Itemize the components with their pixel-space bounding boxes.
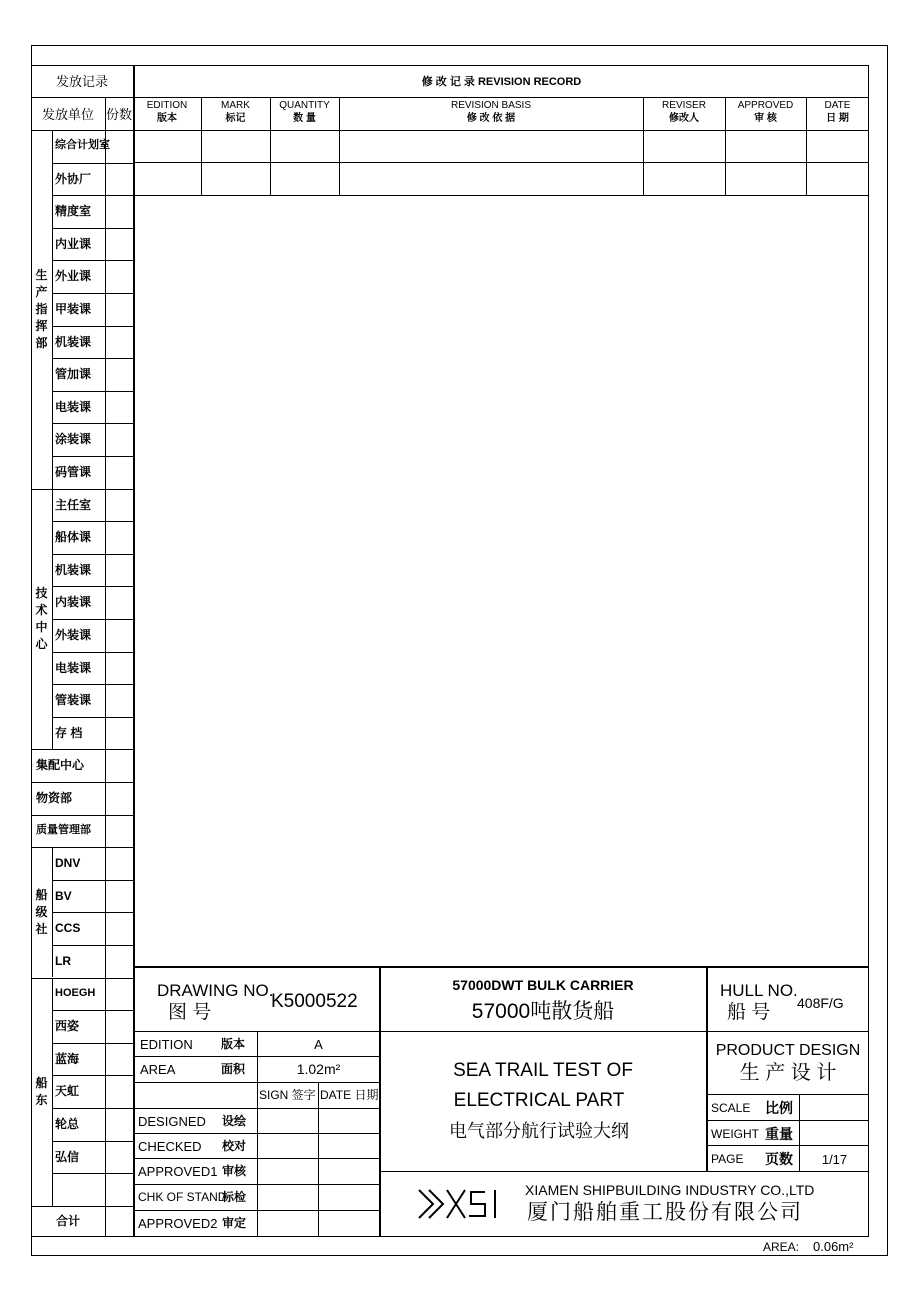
checked-cn: 校对 — [222, 1139, 247, 1153]
issue-copies-header: 份数 — [105, 107, 132, 122]
drawing-no-en: DRAWING NO. — [157, 981, 274, 1000]
product-design-cn: 生 产 设 计 — [739, 1062, 837, 1084]
issue-unit: 外协厂 — [55, 172, 92, 186]
issue-unit: 管加课 — [55, 367, 92, 381]
product-design-en: PRODUCT DESIGN — [715, 1042, 861, 1059]
revision-col-header-cn: 标记 — [225, 113, 246, 124]
issue-unit: HOEGH — [55, 987, 96, 999]
issue-unit: BV — [55, 889, 72, 903]
revision-col-header-en: APPROVED — [737, 100, 794, 111]
issue-unit: 天虹 — [55, 1084, 80, 1098]
issue-group-name: 技术中心 — [35, 586, 48, 651]
edition-en: EDITION — [140, 1037, 193, 1052]
approved1-cn: 审核 — [222, 1164, 247, 1178]
issue-unit: 物资部 — [36, 791, 73, 805]
issue-unit: 西姿 — [55, 1019, 80, 1033]
weight-cn: 重量 — [765, 1126, 793, 1142]
issue-unit: 质量管理部 — [36, 824, 91, 836]
revision-col-header-cn: 修 改 依 据 — [466, 113, 516, 124]
issue-unit: 外装课 — [55, 628, 92, 642]
issue-unit: 轮总 — [55, 1117, 80, 1131]
area-value: 1.02m² — [296, 1061, 341, 1077]
issue-unit: LR — [55, 954, 71, 968]
doc-title-line1: SEA TRAIL TEST OF — [453, 1060, 633, 1081]
issue-unit: 综合计划室 — [55, 139, 110, 151]
issue-unit: 电装课 — [55, 400, 92, 414]
approved1-en: APPROVED1 — [138, 1164, 218, 1179]
revision-col-header-en: QUANTITY — [279, 100, 330, 111]
footer-area-label: AREA: — [763, 1240, 800, 1254]
approved2-en: APPROVED2 — [138, 1216, 218, 1231]
ship-name-cn: 57000吨散货船 — [471, 1000, 615, 1023]
revision-col-header-en: EDITION — [146, 100, 188, 111]
issue-unit: 机装课 — [55, 335, 92, 349]
company-name-en: XIAMEN SHIPBUILDING INDUSTRY CO.,LTD — [525, 1182, 815, 1198]
issue-record-title: 发放记录 — [55, 74, 108, 89]
issue-unit: 机装课 — [55, 563, 92, 577]
issue-unit: 外业课 — [55, 269, 92, 283]
issue-group-name: 生产指挥部 — [35, 268, 48, 350]
doc-title-cn: 电气部分航行试验大纲 — [449, 1121, 629, 1141]
revision-col-header-cn: 版本 — [157, 113, 177, 124]
page-number: 1/17 — [821, 1152, 848, 1167]
issue-unit: 存 档 — [55, 726, 83, 740]
weight-en: WEIGHT — [711, 1127, 759, 1141]
date-header: DATE 日期 — [320, 1088, 379, 1102]
hull-no-cn: 船 号 — [727, 1002, 771, 1023]
checked-en: CHECKED — [138, 1139, 202, 1154]
issue-unit: 主任室 — [55, 498, 92, 512]
designed-en: DESIGNED — [138, 1114, 206, 1129]
issue-unit: DNV — [55, 856, 81, 870]
page-en: PAGE — [711, 1152, 744, 1166]
issue-group-name: 船级社 — [35, 888, 48, 936]
drawing-no: K5000522 — [271, 991, 358, 1012]
issue-unit: 管装课 — [55, 693, 92, 707]
edition-value: A — [314, 1037, 323, 1052]
issue-total-label: 合计 — [55, 1214, 80, 1228]
hull-no-en: HULL NO. — [720, 981, 798, 1000]
chk-stand-cn: 标检 — [222, 1190, 247, 1204]
page-cn: 页数 — [765, 1151, 793, 1167]
issue-unit: CCS — [55, 921, 81, 935]
scale-cn: 比例 — [765, 1100, 793, 1116]
chk-stand-en: CHK OF STAND — [138, 1190, 227, 1204]
scale-en: SCALE — [711, 1101, 751, 1115]
company-logo — [415, 1184, 515, 1224]
designed-cn: 设绘 — [222, 1114, 247, 1128]
revision-col-header-cn: 修改人 — [669, 113, 699, 124]
doc-title-line2: ELECTRICAL PART — [453, 1090, 625, 1111]
revision-col-header-cn: 数 量 — [293, 113, 316, 124]
footer-area-value: 0.06m² — [813, 1239, 854, 1254]
ship-name-en: 57000DWT BULK CARRIER — [452, 977, 634, 993]
revision-col-header-en: DATE — [824, 100, 851, 111]
issue-unit-header: 发放单位 — [41, 107, 94, 122]
revision-col-header-cn: 审 核 — [754, 113, 777, 124]
drawing-no-cn: 图 号 — [168, 1002, 212, 1023]
area-en: AREA — [140, 1062, 176, 1077]
issue-unit: 蓝海 — [55, 1052, 80, 1066]
sign-header: SIGN 签字 — [259, 1088, 316, 1102]
revision-col-header-cn: 日 期 — [826, 113, 849, 124]
revision-record-title: 修 改 记 录 REVISION RECORD — [421, 76, 582, 88]
issue-unit: 电装课 — [55, 661, 92, 675]
area-cn: 面积 — [221, 1062, 246, 1076]
edition-cn: 版本 — [221, 1037, 246, 1051]
issue-unit: 船体课 — [55, 530, 92, 544]
issue-group-name: 船东 — [35, 1076, 48, 1107]
revision-col-header-en: REVISER — [662, 100, 706, 111]
approved2-cn: 审定 — [222, 1216, 247, 1230]
issue-unit: 精度室 — [55, 204, 92, 218]
issue-unit: 甲装课 — [55, 302, 92, 316]
issue-unit: 涂装课 — [55, 432, 92, 446]
revision-col-header-en: MARK — [221, 100, 250, 111]
revision-col-header-en: REVISION BASIS — [450, 100, 532, 111]
issue-unit: 弘信 — [55, 1150, 80, 1164]
issue-unit: 码管课 — [55, 465, 92, 479]
company-name-cn: 厦门船舶重工股份有限公司 — [527, 1201, 803, 1224]
issue-unit: 集配中心 — [36, 758, 85, 772]
issue-unit: 内业课 — [55, 237, 92, 251]
issue-unit: 内装课 — [55, 595, 92, 609]
hull-no: 408F/G — [797, 995, 844, 1011]
